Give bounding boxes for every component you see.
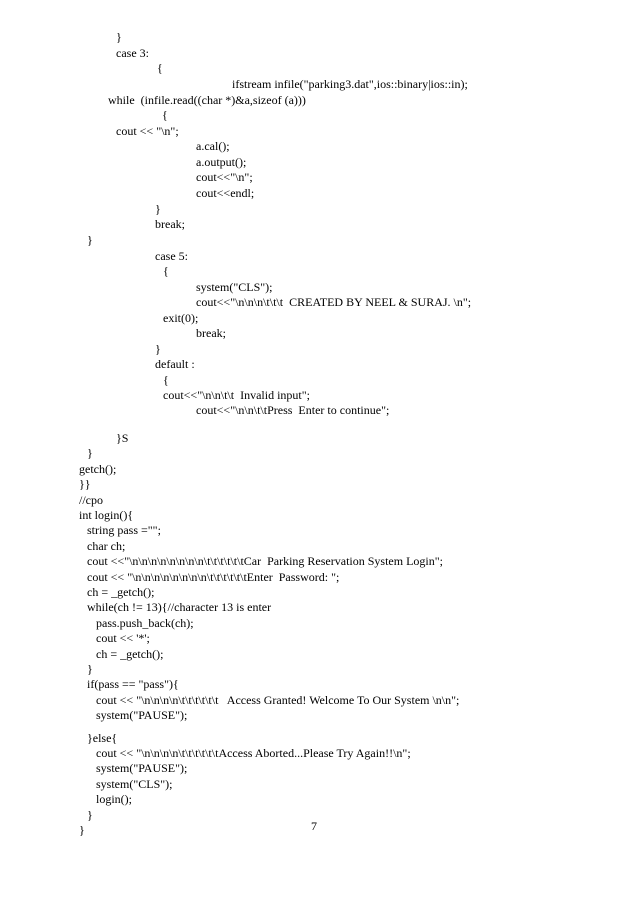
code-line: case 5:	[155, 249, 188, 263]
code-line: break;	[155, 217, 185, 231]
code-line: {	[163, 264, 169, 278]
code-line: string pass ="";	[87, 523, 161, 537]
code-line: cout<<"\n\n\n\t\t\t CREATED BY NEEL & SURAJ. \n";	[196, 295, 472, 309]
code-line: }	[155, 202, 161, 216]
code-line: int login(){	[79, 508, 134, 522]
code-line: }	[155, 342, 161, 356]
code-line: }S	[116, 431, 129, 445]
code-line: cout << "\n\n\n\n\n\n\n\n\t\t\t\t\t\tEnter Password: ";	[87, 570, 340, 584]
code-line: cout << "\n\n\n\n\t\t\t\t\t\tAccess Aborted...Please Try Again!!\n";	[96, 746, 411, 760]
code-line: }	[87, 662, 93, 676]
code-line: //cpo	[79, 493, 103, 507]
code-line: system("PAUSE");	[96, 761, 188, 775]
code-line: pass.push_back(ch);	[96, 616, 194, 630]
code-line: a.cal();	[196, 139, 230, 153]
code-line: getch();	[79, 462, 117, 476]
code-line: }	[116, 30, 122, 44]
code-line: char ch;	[87, 539, 126, 553]
code-line: }	[79, 823, 85, 837]
code-line: exit(0);	[163, 311, 199, 325]
code-line: cout<<"\n\n\t\tPress Enter to continue";	[196, 403, 390, 417]
code-line: cout<<"\n";	[196, 170, 253, 184]
code-line: a.output();	[196, 155, 247, 169]
code-line: system("CLS");	[96, 777, 173, 791]
code-line: }	[87, 446, 93, 460]
code-line: ch = _getch();	[96, 647, 164, 661]
page-number: 7	[311, 819, 317, 833]
code-line: cout<<"\n\n\t\t Invalid input";	[163, 388, 310, 402]
code-line: cout << "\n";	[116, 124, 179, 138]
code-line: {	[163, 373, 169, 387]
code-line: while (infile.read((char *)&a,sizeof (a)))	[108, 93, 306, 107]
code-line: system("PAUSE");	[96, 708, 188, 722]
code-line: }	[87, 808, 93, 822]
code-line: cout<<endl;	[196, 186, 255, 200]
code-line: {	[162, 108, 168, 122]
code-line: cout << "\n\n\n\n\t\t\t\t\t\t Access Granted! Welcome To Our System \n\n";	[96, 693, 460, 707]
code-line: }	[87, 233, 93, 247]
code-line: cout <<"\n\n\n\n\n\n\n\n\t\t\t\t\t\tCar Parking Reservation System Login";	[87, 554, 443, 568]
code-line: break;	[196, 326, 226, 340]
code-line: ch = _getch();	[87, 585, 155, 599]
code-line: default :	[155, 357, 195, 371]
code-line: ifstream infile("parking3.dat",ios::binary|ios::in);	[232, 77, 468, 91]
code-line: system("CLS");	[196, 280, 273, 294]
code-line: cout << '*';	[96, 631, 150, 645]
code-line: login();	[96, 792, 132, 806]
code-line: case 3:	[116, 46, 149, 60]
code-line: {	[157, 61, 163, 75]
code-line: if(pass == "pass"){	[87, 677, 179, 691]
code-line: }}	[79, 477, 91, 491]
code-line: while(ch != 13){//character 13 is enter	[87, 600, 272, 614]
code-line: }else{	[87, 731, 118, 745]
